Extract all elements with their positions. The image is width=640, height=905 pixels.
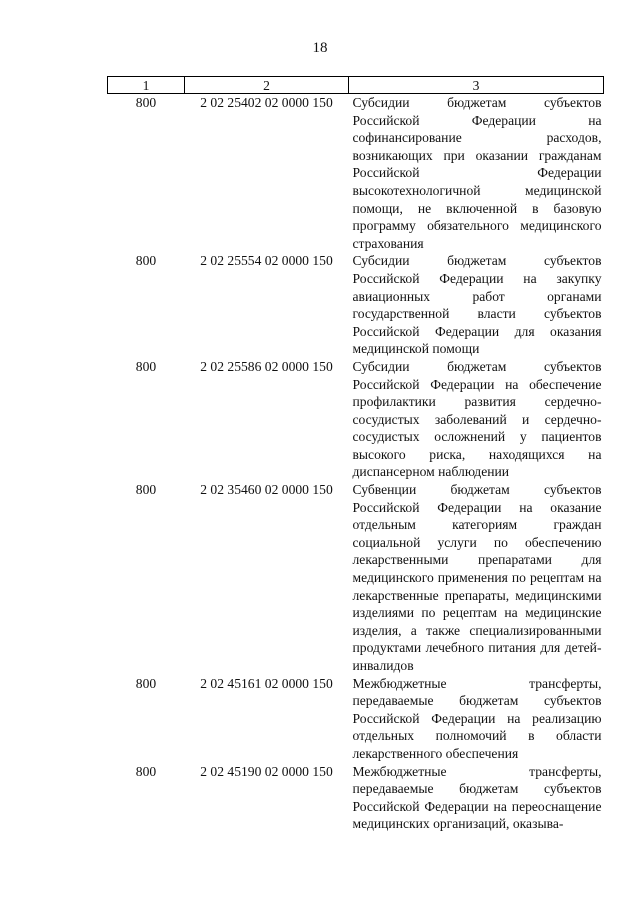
admin-code-cell: 800 (135, 763, 157, 779)
description-cell: Субсидии бюджетам субъектов Российской Федерации на закупку авиационных работ органами государственной власти субъектов Российской Федерации для оказания медицинской помощи (352, 253, 602, 357)
header-col-3: 3 (349, 77, 604, 94)
table-row (108, 358, 604, 481)
table-row (108, 252, 604, 358)
budget-codes-table (107, 76, 604, 833)
description-cell: Межбюджетные трансферты, передаваемые бюджетам субъектов Российской Федерации на переоснащение медицинских организаций, оказыва- (352, 763, 602, 832)
header-col-1: 1 (108, 77, 185, 94)
description-cell: Субсидии бюджетам субъектов Российской Федерации на обеспечение профилактики развития сердечно-сосудистых заболеваний и сердечно-сосудистых осложнений у пациентов высокого риска, находящихся на диспансерном наблюдении (352, 358, 602, 480)
admin-code-cell: 800 (135, 482, 157, 498)
table-row (108, 94, 604, 253)
admin-code-cell: 800 (135, 95, 157, 110)
table-body (108, 94, 604, 833)
budget-code-cell: 2 02 25554 02 0000 150 (200, 253, 333, 269)
page-number: 18 (312, 40, 328, 56)
table-row (108, 481, 604, 675)
budget-code-cell: 2 02 45190 02 0000 150 (200, 763, 333, 779)
budget-code-cell: 2 02 25586 02 0000 150 (200, 358, 333, 374)
description-cell: Межбюджетные трансферты, передаваемые бюджетам субъектов Российской Федерации на реализацию отдельных полномочий в области лекарственного обеспечения (352, 675, 602, 761)
admin-code-cell: 800 (135, 358, 157, 374)
description-cell: Субсидии бюджетам субъектов Российской Федерации на софинансирование расходов, возникающих при оказании гражданам Российской Федерации высокотехнологичной медицинской помощи, не включенной в базовую программу обязательного медицинского страхования (352, 95, 602, 251)
admin-code-cell: 800 (135, 675, 157, 691)
budget-code-cell: 2 02 35460 02 0000 150 (200, 482, 333, 498)
admin-code-cell: 800 (135, 253, 157, 269)
description-cell: Субвенции бюджетам субъектов Российской Федерации на оказание отдельным категориям граждан социальной услуги по обеспечению лекарственными препаратами для медицинского применения по рецептам на лекарственные препараты, медицинскими изделиями по рецептам на медицинские изделия, а также специализированными продуктами лечебного питания для детей-инвалидов (352, 482, 602, 673)
table-header (108, 77, 604, 94)
budget-code-cell: 2 02 45161 02 0000 150 (200, 675, 333, 691)
budget-code-cell: 2 02 25402 02 0000 150 (200, 95, 333, 110)
header-col-2: 2 (185, 77, 349, 94)
table-header-row (108, 77, 604, 94)
table-row (108, 675, 604, 763)
table-row (108, 763, 604, 833)
